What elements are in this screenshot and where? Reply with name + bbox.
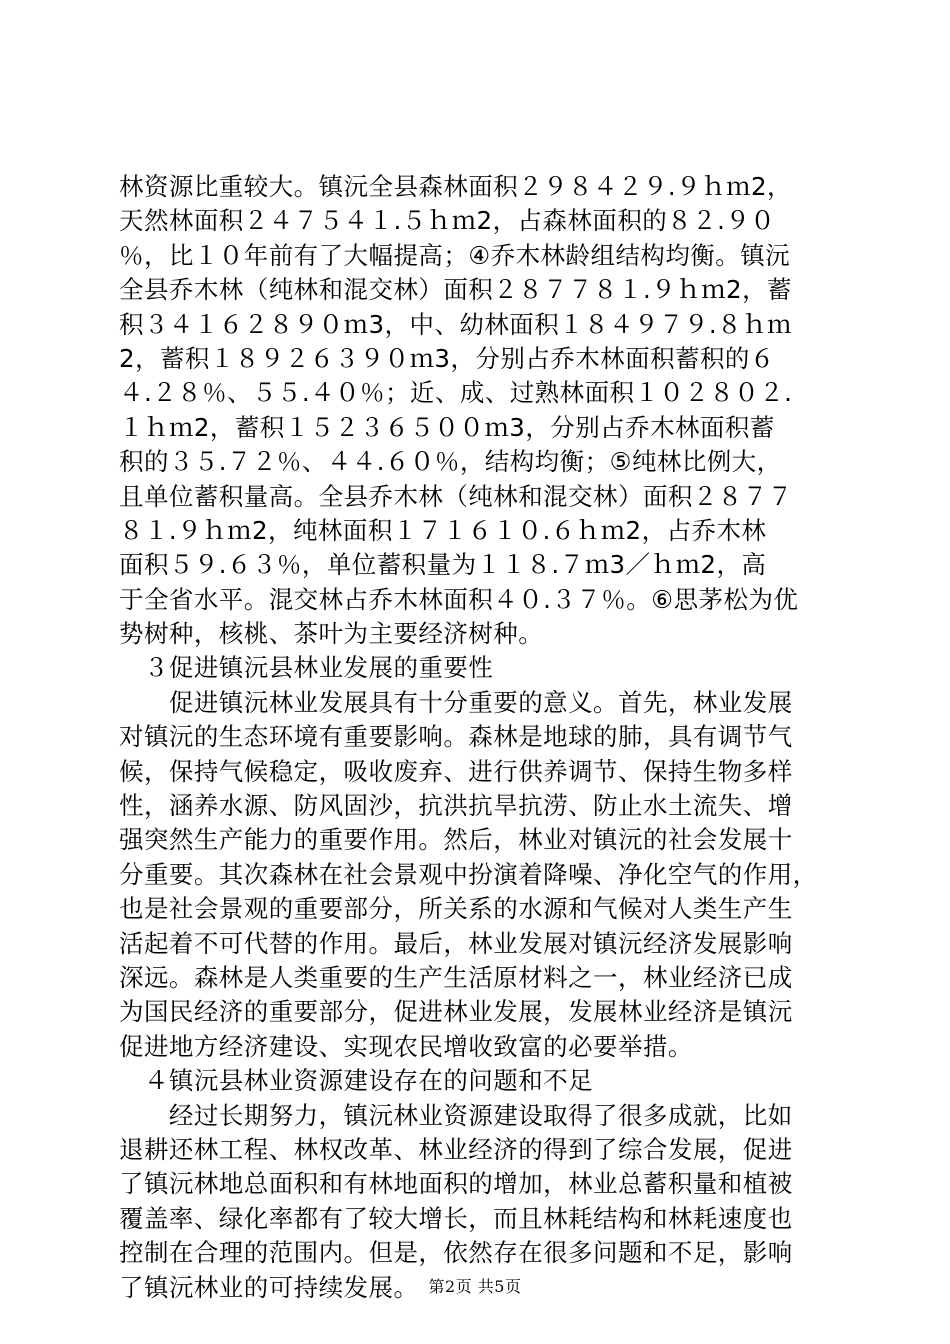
text-line: 活起着不可代替的作用。最后，林业发展对镇沅经济发展影响 — [119, 928, 793, 958]
text-line: 面积５９.６３％，单位蓄积量为１１８.７ｍ3／ｈｍ2，高 — [119, 550, 767, 580]
body-text — [119, 170, 839, 1305]
text-line: 候，保持气候稳定，吸收废弃、进行供养调节、保持生物多样 — [119, 756, 793, 786]
text-line: 促进镇沅林业发展具有十分重要的意义。首先，林业发展 — [119, 687, 793, 717]
text-line: 了镇沅林地总面积和有林地面积的增加，林业总蓄积量和植被 — [119, 1169, 793, 1199]
text-line: 天然林面积２４７５４１.５ｈｍ2，占森林面积的８２.９０ — [119, 206, 776, 236]
text-line: １ｈｍ2，蓄积１５２３６５００ｍ3，分别占乔木林面积蓄 — [119, 412, 775, 442]
text-line: 对镇沅的生态环境有重要影响。森林是地球的肺，具有调节气 — [119, 722, 793, 752]
text-line: 为国民经济的重要部分，促进林业发展，发展林业经济是镇沅 — [119, 997, 793, 1027]
text-line: 促进地方经济建设、实现农民增收致富的必要举措。 — [119, 1031, 693, 1061]
text-line: 分重要。其次森林在社会景观中扮演着降噪、净化空气的作用， — [119, 859, 818, 889]
text-line: 积的３５.７２％、４４.６０％，结构均衡；⑤纯林比例大， — [119, 447, 782, 477]
text-line: 控制在合理的范围内。但是，依然存在很多问题和不足，影响 — [119, 1238, 793, 1268]
text-line: ％，比１０年前有了大幅提高；④乔木林龄组结构均衡。镇沅 — [119, 240, 791, 270]
text-line: 且单位蓄积量高。全县乔木林（纯林和混交林）面积２８７７ — [119, 481, 793, 511]
text-line: 深远。森林是人类重要的生产生活原材料之一，林业经济已成 — [119, 962, 793, 992]
text-line: 2，蓄积１８９２６３９０ｍ3，分别占乔木林面积蓄积的６ — [119, 343, 775, 373]
text-line: 覆盖率、绿化率都有了较大增长，而且林耗结构和林耗速度也 — [119, 1203, 793, 1233]
text-line: 全县乔木林（纯林和混交林）面积２８７７８１.９ｈｍ2，蓄 — [119, 275, 792, 305]
text-line: 经过长期努力，镇沅林业资源建设取得了很多成就，比如 — [119, 1100, 793, 1130]
text-line: 于全省水平。混交林占乔木林面积４０.３７％。⑥思茅松为优 — [119, 584, 799, 614]
text-line: 了镇沅林业的可持续发展。 — [119, 1272, 419, 1302]
text-line: 退耕还林工程、林权改革、林业经济的得到了综合发展，促进 — [119, 1134, 793, 1164]
text-line: 也是社会景观的重要部分，所关系的水源和气候对人类生产生 — [119, 894, 793, 924]
text-line: 势树种，核桃、茶叶为主要经济树种。 — [119, 619, 544, 649]
section-heading: ３促进镇沅县林业发展的重要性 — [119, 653, 494, 683]
text-line: 积３４１６２８９０ｍ3，中、幼林面积１８４９７９.８ｈｍ — [119, 309, 792, 339]
text-line: 强突然生产能力的重要作用。然后，林业对镇沅的社会发展十 — [119, 825, 793, 855]
text-line: ８１.９ｈｍ2，纯林面积１７１６１０.６ｈｍ2，占乔木林 — [119, 515, 767, 545]
text-line: 林资源比重较大。镇沅全县森林面积２９８４２９.９ｈｍ2， — [119, 172, 792, 201]
section-heading: ４镇沅县林业资源建设存在的问题和不足 — [119, 1066, 594, 1096]
text-line: 性，涵养水源、防风固沙，抗洪抗旱抗涝、防止水土流失、增 — [119, 791, 793, 821]
page-number-footer: 第2页 共5页 — [428, 1277, 522, 1296]
text-line: ４.２８％、５５.４０％；近、成、过熟林面积１０２８０２. — [119, 378, 793, 408]
